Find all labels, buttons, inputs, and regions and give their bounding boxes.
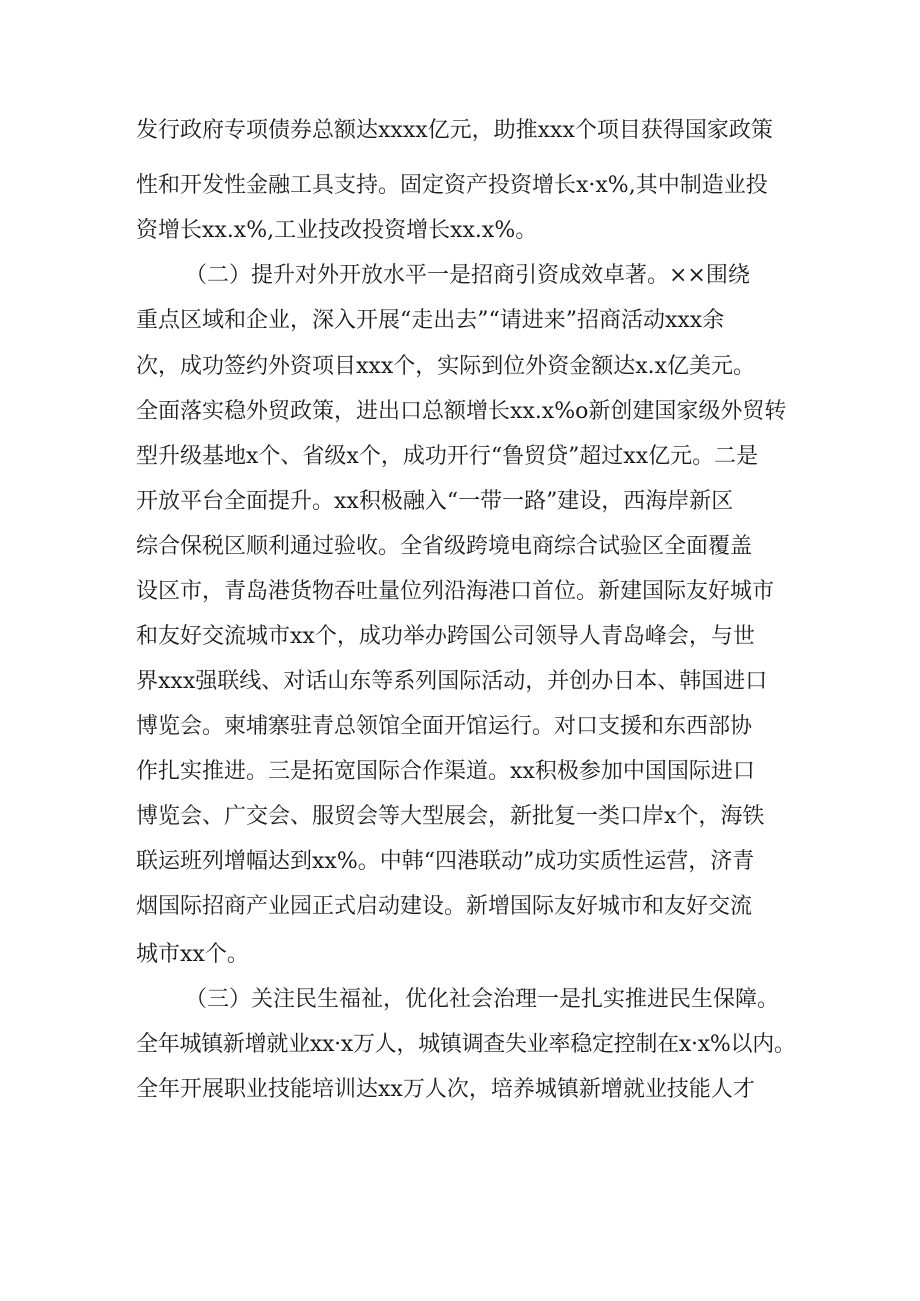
text-line: 性和开发性金融工具支持。固定资产投资增长x·x%,其中制造业投 [136, 173, 768, 198]
text-line: 界xxx强联线、对话山东等系列国际活动，并创办日本、韩国进口 [136, 669, 768, 694]
text-line: 作扎实推进。三是拓宽国际合作渠道。xx积极参加中国国际进口 [136, 759, 755, 784]
text-line: 开放平台全面提升。xx积极融入“一带一路”建设，西海岸新区 [136, 489, 734, 514]
text-line: 博览会、广交会、服贸会等大型展会，新批复一类口岸x个，海铁 [136, 804, 765, 829]
text-line: 型升级基地x个、省级x个，成功开行“鲁贸贷”超过xx亿元。二是 [136, 444, 759, 469]
text-line: 城市xx个。 [136, 942, 249, 967]
text-line: 全年开展职业技能培训达xx万人次，培养城镇新增就业技能人才 [136, 1077, 755, 1102]
text-line: 博览会。柬埔寨驻青总领馆全面开馆运行。对口支援和东西部协 [136, 714, 753, 739]
paragraph-heading-line: （二）提升对外开放水平一是招商引资成效卓著。××围绕 [185, 263, 750, 288]
text-line: 和友好交流城市xx个，成功举办跨国公司领导人青岛峰会，与世 [136, 624, 755, 649]
text-line: 全年城镇新增就业xx·x万人，城镇调查失业率稳定控制在x·x%以内。 [136, 1032, 796, 1057]
paragraph-heading-line: （三）关注民生福祉，优化社会治理一是扎实推进民生保障。 [185, 987, 780, 1012]
text-line: 资增长xx.x%,工业技改投资增长xx.x%。 [136, 218, 538, 243]
text-line: 联运班列增幅达到xx%。中韩“四港联动”成功实质性运营，济青 [136, 849, 755, 874]
text-line: 次，成功签约外资项目xxx个，实际到位外资金额达x.x亿美元。 [136, 354, 756, 379]
text-line: 发行政府专项债券总额达xxxx亿元，助推xxx个项目获得国家政策 [136, 118, 773, 143]
text-line: 设区市，青岛港货物吞吐量位列沿海港口首位。新建国际友好城市 [136, 579, 775, 604]
text-line: 重点区域和企业，深入开展“走出去”“请进来”招商活动xxx余 [136, 308, 725, 333]
text-line: 烟国际招商产业园正式启动建设。新增国际友好城市和友好交流 [136, 894, 753, 919]
text-line: 综合保税区顺利通过验收。全省级跨境电商综合试验区全面覆盖 [136, 534, 753, 559]
text-line: 全面落实稳外贸政策，进出口总额增长xx.x%o新创建国家级外贸转 [136, 399, 787, 424]
